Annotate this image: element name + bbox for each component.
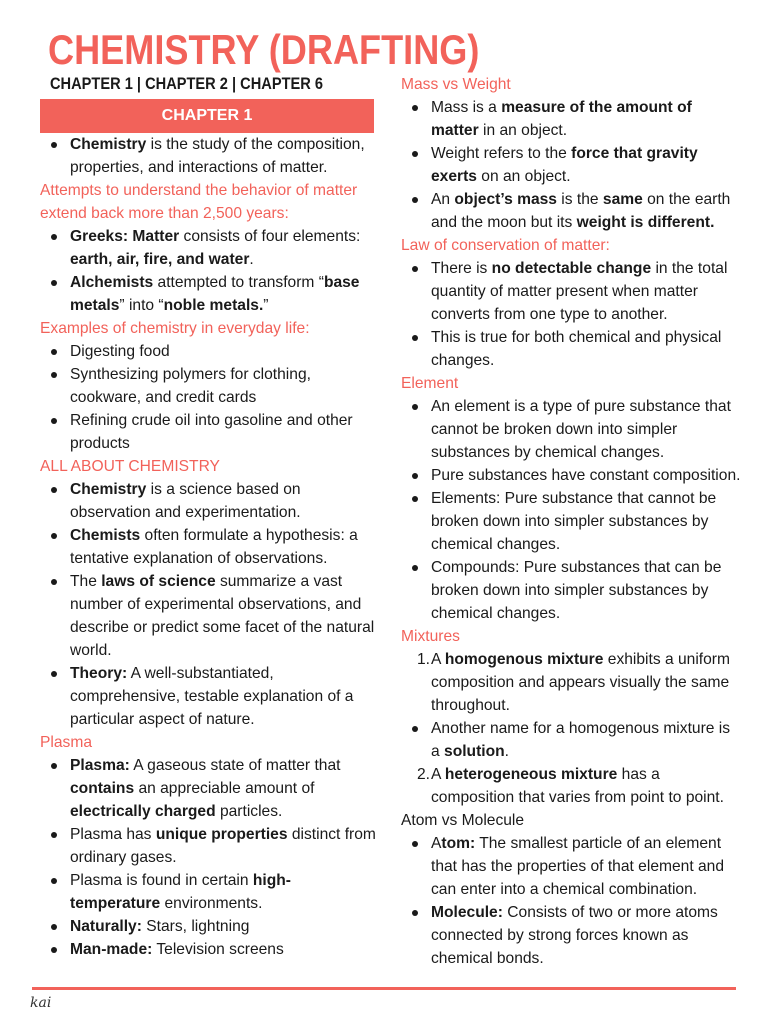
chapter-banner: CHAPTER 1: [40, 99, 374, 133]
list-item: Theory: A well-substantiated, comprehensive, testable explanation of a particular aspect of nature.: [40, 662, 380, 731]
list-item: Mass is a measure of the amount of matter in an object.: [401, 96, 741, 142]
page-title: CHEMISTRY (DRAFTING): [48, 26, 480, 73]
list-item: Elements: Pure substance that cannot be broken down into simpler substances by chemical changes.: [401, 487, 741, 556]
list-item: The laws of science summarize a vast number of experimental observations, and describe or predict some facet of the natural world.: [40, 570, 380, 662]
list-item: An object’s mass is the same on the earth and the moon but its weight is different.: [401, 188, 741, 234]
section-heading: Mass vs Weight: [401, 76, 511, 93]
list-item: Another name for a homogenous mixture is a solution.: [401, 717, 741, 763]
list-item: Naturally: Stars, lightning: [40, 915, 380, 938]
list-item: There is no detectable change in the total quantity of matter present when matter converts from one type to another.: [401, 257, 741, 326]
list-item: Synthesizing polymers for clothing, cookware, and credit cards: [40, 363, 380, 409]
numbered-item: 2. A heterogeneous mixture has a composition that varies from point to point.: [417, 766, 724, 806]
list-item: Chemistry is the study of the composition, properties, and interactions of matter.: [40, 133, 380, 179]
list-item: Digesting food: [40, 340, 380, 363]
section-heading: Plasma: [40, 734, 92, 751]
list-item: Man-made: Television screens: [40, 938, 380, 961]
list-item: Plasma is found in certain high-temperature environments.: [40, 869, 380, 915]
list-item: Atom: The smallest particle of an element that has the properties of that element and can enter into a chemical combination.: [401, 832, 741, 901]
chapter-list: CHAPTER 1 | CHAPTER 2 | CHAPTER 6: [50, 74, 324, 93]
section-heading: ALL ABOUT CHEMISTRY: [40, 458, 220, 475]
list-item: Chemistry is a science based on observation and experimentation.: [40, 478, 380, 524]
section-heading: Law of conservation of matter:: [401, 237, 610, 254]
list-item: An element is a type of pure substance that cannot be broken down into simpler substances by chemical changes.: [401, 395, 741, 464]
list-item: Plasma has unique properties distinct from ordinary gases.: [40, 823, 380, 869]
numbered-item: 1. A homogenous mixture exhibits a uniform composition and appears visually the same throughout.: [417, 651, 730, 714]
right-column: [401, 73, 741, 970]
list-item: Greeks: Matter consists of four elements: earth, air, fire, and water.: [40, 225, 380, 271]
section-heading: Element: [401, 375, 459, 392]
section-heading: Atom vs Molecule: [401, 812, 525, 829]
footer-divider: [32, 987, 736, 990]
list-item: Plasma: A gaseous state of matter that contains an appreciable amount of electrically charged particles.: [40, 754, 380, 823]
list-item: Refining crude oil into gasoline and other products: [40, 409, 380, 455]
list-item: Compounds: Pure substances that can be broken down into simpler substances by chemical changes.: [401, 556, 741, 625]
section-heading: Examples of chemistry in everyday life:: [40, 320, 310, 337]
list-item: Alchemists attempted to transform “base metals” into “noble metals.”: [40, 271, 380, 317]
section-heading: Mixtures: [401, 628, 460, 645]
list-item: Weight refers to the force that gravity exerts on an object.: [401, 142, 741, 188]
list-item: This is true for both chemical and physical changes.: [401, 326, 741, 372]
list-item: Molecule: Consists of two or more atoms connected by strong forces known as chemical bonds.: [401, 901, 741, 970]
section-heading: Attempts to understand the behavior of matter extend back more than 2,500 years:: [40, 182, 358, 222]
signature: kai: [30, 995, 52, 1011]
list-item: Chemists often formulate a hypothesis: a tentative explanation of observations.: [40, 524, 380, 570]
list-item: Pure substances have constant composition.: [401, 464, 741, 487]
left-column: [40, 133, 380, 961]
